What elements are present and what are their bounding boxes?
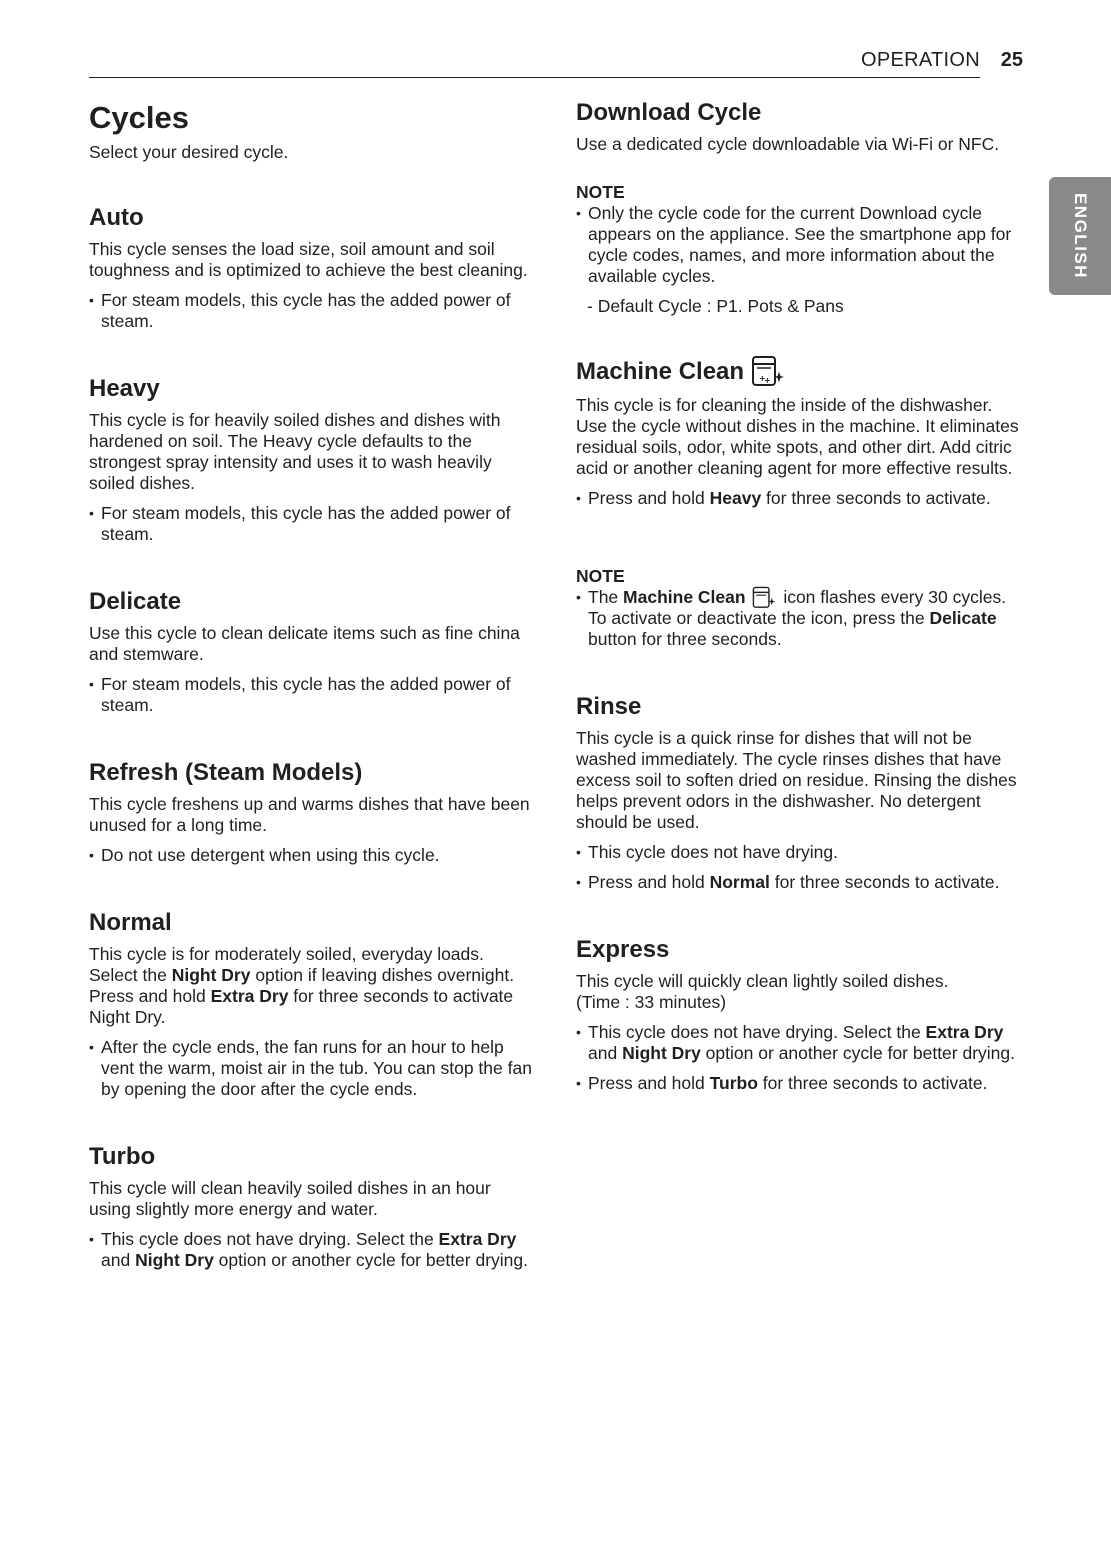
header-rule: [89, 77, 980, 78]
note-bullet: • Only the cycle code for the current Download cycle appears on the appliance. See the smartphone app for cycle codes, names, and more information about the available cycles.: [576, 203, 1024, 287]
section-heading: Delicate: [89, 588, 182, 615]
section-body: This cycle is for moderately soiled, everyday loads. Select the Night Dry option if leaving dishes overnight. Press and hold Extra Dry for three seconds to activate Night Dry.: [89, 944, 515, 1027]
section-heading: Refresh (Steam Models): [89, 759, 363, 786]
section-body: Use a dedicated cycle downloadable via Wi-Fi or NFC.: [576, 134, 1000, 154]
section-refresh: [89, 758, 537, 866]
section-heading: Heavy: [89, 375, 160, 402]
section-heading: [576, 355, 1024, 389]
section-heading: Download Cycle: [576, 99, 762, 126]
section-turbo: [89, 1142, 537, 1271]
section-normal: [89, 908, 537, 1100]
page-number: 25: [1000, 49, 1023, 71]
section-heading: Rinse: [576, 693, 642, 720]
bullet-item: • This cycle does not have drying. Select the Extra Dry and Night Dry option or another cycle for better drying.: [89, 1229, 537, 1271]
note-label: NOTE: [576, 566, 625, 586]
right-column: [576, 98, 1024, 1094]
section-heading: Auto: [89, 204, 144, 231]
section-delicate: [89, 587, 537, 716]
section-body: This cycle freshens up and warms dishes that have been unused for a long time.: [89, 794, 530, 835]
section-heading: Normal: [89, 909, 172, 936]
bullet-item: • Press and hold Turbo for three seconds to activate.: [576, 1073, 1024, 1094]
machine-clean-icon: [750, 586, 778, 610]
default-cycle-line: - Default Cycle : P1. Pots & Pans: [587, 296, 844, 316]
bullet-item: • For steam models, this cycle has the added power of steam.: [89, 503, 537, 545]
section-name: OPERATION: [860, 49, 980, 71]
bullet-item: • Press and hold Heavy for three seconds to activate.: [576, 488, 1024, 509]
section-heading: Express: [576, 936, 670, 963]
section-body: This cycle is a quick rinse for dishes that will not be washed immediately. The cycle rinses dishes that have excess soil to soften dried on residue. Rinsing the dishes helps prevent odors in the dishwasher. No detergent should be used.: [576, 728, 1017, 832]
section-express: [576, 935, 1024, 1094]
language-tab: [1049, 177, 1111, 295]
svg-text:+: +: [764, 376, 771, 385]
machine-clean-icon: [750, 355, 786, 389]
section-body: This cycle senses the load size, soil amount and soil toughness and is optimized to achieve the best cleaning.: [89, 239, 528, 280]
bullet-item: • For steam models, this cycle has the added power of steam.: [89, 674, 537, 716]
section-body: This cycle is for cleaning the inside of the dishwasher. Use the cycle without dishes in the machine. It eliminates residual soils, odor, white spots, and other dirt. Add citric acid or another cleaning agent for more effective results.: [576, 395, 1019, 478]
section-body: This cycle will quickly clean lightly soiled dishes. (Time : 33 minutes): [576, 971, 949, 1012]
section-heavy: [89, 374, 537, 545]
bullet-item: • Press and hold Normal for three seconds to activate.: [576, 872, 1024, 893]
section-body: Use this cycle to clean delicate items such as fine china and stemware.: [89, 623, 520, 664]
language-tab-label: ENGLISH: [1071, 192, 1090, 280]
section-body: This cycle is for heavily soiled dishes and dishes with hardened on soil. The Heavy cycle defaults to the strongest spray intensity and uses it to wash heavily soiled dishes.: [89, 410, 501, 493]
bullet-item: • This cycle does not have drying.: [576, 842, 1024, 863]
bullet-item: • After the cycle ends, the fan runs for an hour to help vent the warm, moist air in the tub. You can stop the fan by opening the door after the cycle ends.: [89, 1037, 537, 1100]
section-download-cycle: [576, 98, 1024, 317]
page-subtitle: Select your desired cycle.: [89, 142, 289, 162]
machine-clean-title: Machine Clean: [576, 358, 745, 385]
section-rinse: [576, 692, 1024, 893]
section-body: This cycle will clean heavily soiled dishes in an hour using slightly more energy and water.: [89, 1178, 491, 1219]
bullet-item: • For steam models, this cycle has the added power of steam.: [89, 290, 537, 332]
svg-text:+: +: [759, 374, 766, 383]
page-header: [89, 48, 1023, 78]
section-auto: [89, 203, 537, 332]
bullet-item: • Do not use detergent when using this cycle.: [89, 845, 537, 866]
page-title: Cycles: [89, 100, 189, 135]
section-heading: Turbo: [89, 1143, 156, 1170]
left-column: [89, 98, 537, 1271]
section-machine-clean: [576, 355, 1024, 650]
bullet-item: • This cycle does not have drying. Select the Extra Dry and Night Dry option or another cycle for better drying.: [576, 1022, 1024, 1064]
note-bullet: • The Machine Clean icon flashes every 30 cycles. To activate or deactivate the icon, press the Delicate button for three seconds.: [576, 587, 1024, 650]
note-label: NOTE: [576, 182, 625, 202]
